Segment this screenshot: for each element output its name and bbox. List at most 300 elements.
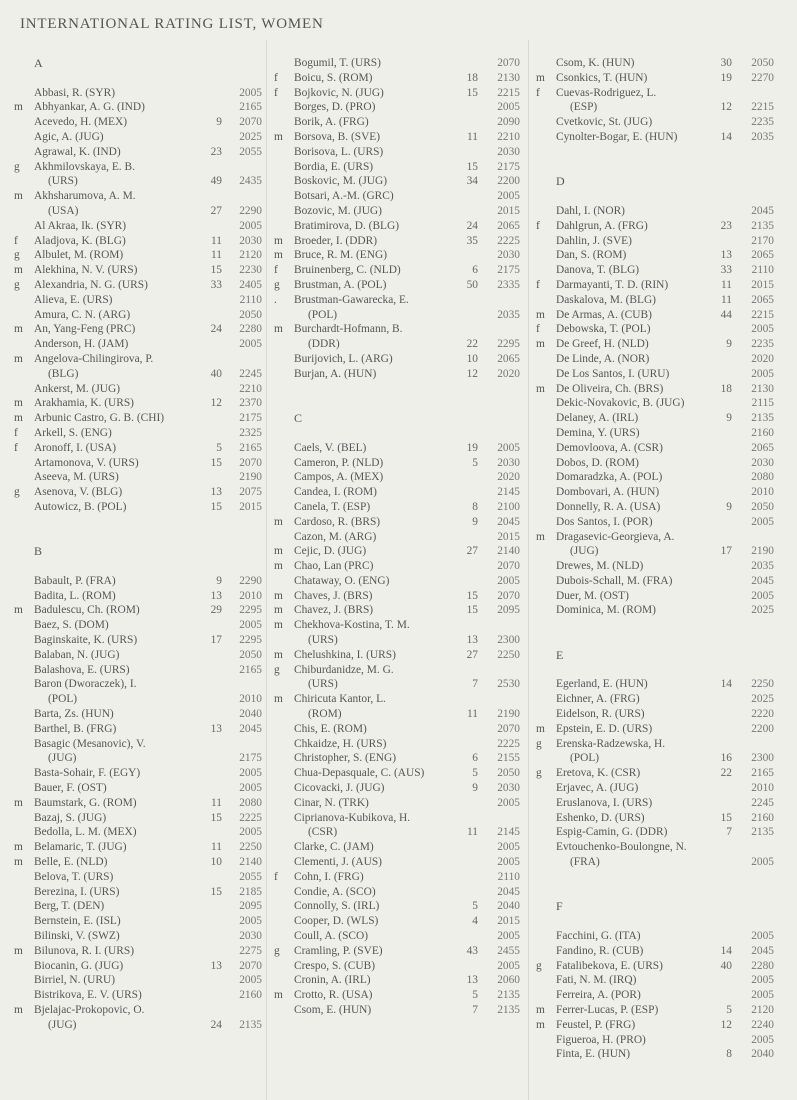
player-name: Abhyankar, A. G. (IND) bbox=[34, 101, 145, 114]
rating-value: 2005 bbox=[239, 915, 262, 928]
player-name: (URS) bbox=[308, 678, 338, 691]
player-entry bbox=[14, 308, 276, 323]
player-entry bbox=[274, 840, 536, 855]
title-code: m bbox=[274, 619, 283, 632]
player-entry bbox=[14, 100, 276, 115]
player-entry bbox=[536, 707, 786, 722]
rating-value: 2295 bbox=[239, 604, 262, 617]
player-entry bbox=[274, 322, 536, 337]
player-name: Al Akraa, Ik. (SYR) bbox=[34, 219, 127, 232]
player-name: Dan, S. (ROM) bbox=[556, 249, 627, 262]
rating-value: 2135 bbox=[751, 826, 774, 839]
player-name: Akhsharumova, A. M. bbox=[34, 190, 136, 203]
rating-value: 2015 bbox=[497, 204, 520, 217]
player-entry bbox=[274, 574, 536, 589]
games-count: 11 bbox=[721, 293, 732, 306]
rating-value: 2005 bbox=[497, 959, 520, 972]
rating-value: 2015 bbox=[497, 530, 520, 543]
player-name: Eidelson, R. (URS) bbox=[556, 708, 645, 721]
player-entry bbox=[14, 145, 276, 160]
rating-value: 2005 bbox=[239, 826, 262, 839]
title-code: m bbox=[14, 856, 23, 869]
player-entry-continuation bbox=[274, 825, 536, 840]
player-name: Arakhamia, K. (URS) bbox=[34, 397, 134, 410]
games-count: 23 bbox=[210, 145, 222, 158]
title-code: m bbox=[274, 130, 283, 143]
rating-value: 2210 bbox=[497, 130, 520, 143]
rating-value: 2135 bbox=[239, 1018, 262, 1031]
player-name: Darmayanti, T. D. (RIN) bbox=[556, 278, 669, 291]
player-entry bbox=[274, 56, 536, 71]
section-letter: F bbox=[556, 899, 563, 914]
games-count: 12 bbox=[466, 367, 478, 380]
section-letter: B bbox=[34, 544, 43, 559]
player-entry bbox=[274, 973, 536, 988]
rating-value: 2030 bbox=[497, 249, 520, 262]
games-count: 30 bbox=[720, 57, 732, 69]
player-name: Crotto, R. (USA) bbox=[294, 989, 373, 1002]
player-name: Ciprianova-Kubikova, H. bbox=[294, 811, 411, 824]
games-count: 5 bbox=[216, 441, 222, 454]
section-letter-heading bbox=[536, 174, 786, 189]
games-count: 24 bbox=[466, 219, 478, 232]
rating-value: 2075 bbox=[239, 486, 262, 499]
player-entry bbox=[536, 234, 786, 249]
games-count: 14 bbox=[720, 944, 732, 957]
spacer bbox=[274, 396, 536, 411]
title-code: g bbox=[536, 737, 542, 750]
player-entry bbox=[536, 811, 786, 826]
player-name: Belle, E. (NLD) bbox=[34, 856, 108, 869]
rating-value: 2215 bbox=[497, 86, 520, 99]
games-count: 15 bbox=[210, 456, 222, 469]
player-entry bbox=[274, 944, 536, 959]
player-entry bbox=[274, 130, 536, 145]
games-count: 14 bbox=[720, 130, 732, 143]
rating-value: 2005 bbox=[239, 219, 262, 232]
section-letter: E bbox=[556, 647, 564, 662]
title-code: f bbox=[536, 219, 540, 232]
spacer bbox=[536, 885, 786, 900]
games-count: 5 bbox=[472, 767, 478, 780]
title-code: m bbox=[536, 382, 545, 395]
player-name: De Greef, H. (NLD) bbox=[556, 338, 649, 351]
rating-value: 2175 bbox=[497, 264, 520, 277]
player-name: Cvetkovic, St. (JUG) bbox=[556, 116, 653, 129]
player-name: Bratimirova, D. (BLG) bbox=[294, 219, 400, 232]
games-count: 34 bbox=[466, 175, 478, 188]
player-name: Bjelajac-Prokopovic, O. bbox=[34, 1004, 145, 1016]
rating-value: 2175 bbox=[239, 752, 262, 765]
rating-value: 2160 bbox=[751, 426, 774, 439]
player-entry-continuation bbox=[14, 367, 276, 382]
title-code: m bbox=[14, 841, 23, 854]
games-count: 19 bbox=[720, 71, 732, 84]
rating-value: 2300 bbox=[497, 634, 520, 647]
games-count: 7 bbox=[726, 826, 732, 839]
player-entry bbox=[14, 322, 276, 337]
player-entry bbox=[274, 663, 536, 678]
rating-value: 2530 bbox=[497, 678, 520, 691]
player-entry bbox=[536, 367, 786, 382]
title-code: m bbox=[536, 308, 545, 321]
games-count: 22 bbox=[720, 767, 732, 780]
player-entry bbox=[14, 130, 276, 145]
games-count: 14 bbox=[720, 678, 732, 691]
rating-value: 2005 bbox=[751, 589, 774, 602]
rating-value: 2045 bbox=[751, 944, 774, 957]
games-count: 18 bbox=[720, 382, 732, 395]
title-code: g bbox=[274, 278, 280, 291]
player-name: (ESP) bbox=[570, 101, 598, 114]
player-entry bbox=[274, 618, 536, 633]
spacer bbox=[536, 189, 786, 204]
title-code: f bbox=[536, 278, 540, 291]
player-name: Alekhina, N. V. (URS) bbox=[34, 264, 138, 277]
player-name: Fatalibekova, E. (URS) bbox=[556, 959, 663, 972]
games-count: 11 bbox=[211, 249, 222, 262]
games-count: 22 bbox=[466, 338, 478, 351]
games-count: 13 bbox=[466, 634, 478, 647]
rating-value: 2005 bbox=[497, 796, 520, 809]
player-name: Delaney, A. (IRL) bbox=[556, 412, 639, 425]
player-entry bbox=[536, 1033, 786, 1048]
player-entry bbox=[14, 811, 276, 826]
player-entry bbox=[536, 766, 786, 781]
rating-value: 2005 bbox=[751, 974, 774, 987]
games-count: 18 bbox=[466, 71, 478, 84]
player-name: Demovloova, A. (CSR) bbox=[556, 441, 663, 454]
games-count: 5 bbox=[472, 900, 478, 913]
player-entry bbox=[14, 603, 276, 618]
ratings-column-2 bbox=[274, 56, 536, 1018]
games-count: 11 bbox=[467, 708, 478, 721]
player-entry bbox=[536, 86, 786, 101]
rating-value: 2050 bbox=[239, 648, 262, 661]
rating-value: 2005 bbox=[239, 974, 262, 987]
rating-value: 2250 bbox=[751, 678, 774, 691]
player-entry bbox=[536, 396, 786, 411]
player-entry bbox=[274, 899, 536, 914]
player-name: Dekic-Novakovic, B. (JUG) bbox=[556, 397, 685, 410]
player-entry bbox=[274, 71, 536, 86]
player-name: Birriel, N. (URU) bbox=[34, 974, 115, 987]
title-code: f bbox=[274, 264, 278, 277]
rating-value: 2005 bbox=[497, 574, 520, 587]
player-entry bbox=[274, 160, 536, 175]
rating-value: 2120 bbox=[751, 1004, 774, 1016]
player-entry bbox=[536, 411, 786, 426]
player-name: Baez, S. (DOM) bbox=[34, 619, 109, 632]
player-entry bbox=[536, 559, 786, 574]
player-name: Bogumil, T. (URS) bbox=[294, 57, 381, 69]
rating-value: 2045 bbox=[497, 885, 520, 898]
rating-value: 2020 bbox=[751, 352, 774, 365]
ratings-column-1 bbox=[14, 56, 276, 1033]
rating-value: 2070 bbox=[497, 57, 520, 69]
player-name: An, Yang-Feng (PRC) bbox=[34, 323, 136, 336]
title-code: m bbox=[14, 323, 23, 336]
player-entry bbox=[536, 988, 786, 1003]
player-entry bbox=[536, 337, 786, 352]
title-code: m bbox=[14, 944, 23, 957]
player-name: Burijovich, L. (ARG) bbox=[294, 352, 393, 365]
player-name: Ferrer-Lucas, P. (ESP) bbox=[556, 1004, 659, 1016]
player-name: Chkaidze, H. (URS) bbox=[294, 737, 387, 750]
games-count: 8 bbox=[726, 1048, 732, 1061]
rating-value: 2095 bbox=[497, 604, 520, 617]
player-entry bbox=[536, 944, 786, 959]
player-name: Artamonova, V. (URS) bbox=[34, 456, 139, 469]
rating-value: 2165 bbox=[239, 663, 262, 676]
player-name: Eruslanova, I. (URS) bbox=[556, 796, 653, 809]
player-entry bbox=[14, 988, 276, 1003]
games-count: 13 bbox=[210, 589, 222, 602]
player-entry bbox=[274, 811, 536, 826]
games-count: 43 bbox=[466, 944, 478, 957]
player-entry bbox=[274, 293, 536, 308]
player-name: Borges, D. (PRO) bbox=[294, 101, 376, 114]
player-name: Erenska-Radzewska, H. bbox=[556, 737, 666, 750]
rating-value: 2005 bbox=[239, 338, 262, 351]
player-entry bbox=[14, 485, 276, 500]
player-entry-continuation bbox=[14, 1018, 276, 1033]
title-code: m bbox=[536, 1004, 545, 1016]
games-count: 15 bbox=[466, 589, 478, 602]
player-entry bbox=[14, 293, 276, 308]
player-entry-continuation bbox=[274, 677, 536, 692]
player-entry bbox=[536, 500, 786, 515]
rating-value: 2070 bbox=[497, 722, 520, 735]
spacer bbox=[536, 663, 786, 678]
rating-value: 2065 bbox=[497, 219, 520, 232]
player-entry bbox=[14, 426, 276, 441]
spacer bbox=[14, 71, 276, 86]
rating-value: 2030 bbox=[497, 782, 520, 795]
section-letter: D bbox=[556, 174, 565, 189]
rating-value: 2335 bbox=[497, 278, 520, 291]
player-entry-continuation bbox=[274, 633, 536, 648]
player-entry bbox=[274, 248, 536, 263]
player-entry bbox=[14, 263, 276, 278]
player-name: Bordia, E. (URS) bbox=[294, 160, 374, 173]
player-entry bbox=[536, 248, 786, 263]
player-name: Feustel, P. (FRG) bbox=[556, 1018, 636, 1031]
player-entry bbox=[14, 677, 276, 692]
player-name: Dahl, I. (NOR) bbox=[556, 204, 625, 217]
player-name: (JUG) bbox=[48, 752, 77, 765]
player-name: Aladjova, K. (BLG) bbox=[34, 234, 126, 247]
rating-value: 2050 bbox=[751, 500, 774, 513]
player-entry bbox=[536, 929, 786, 944]
title-code: m bbox=[14, 604, 23, 617]
title-code: f bbox=[536, 323, 540, 336]
player-name: Cazon, M. (ARG) bbox=[294, 530, 377, 543]
player-name: De Armas, A. (CUB) bbox=[556, 308, 652, 321]
rating-value: 2045 bbox=[751, 574, 774, 587]
rating-value: 2325 bbox=[239, 426, 262, 439]
player-name: Condie, A. (SCO) bbox=[294, 885, 376, 898]
player-entry bbox=[274, 870, 536, 885]
rating-value: 2235 bbox=[751, 338, 774, 351]
games-count: 11 bbox=[467, 826, 478, 839]
player-name: Dragasevic-Georgieva, A. bbox=[556, 530, 675, 543]
rating-value: 2030 bbox=[497, 456, 520, 469]
games-count: 11 bbox=[211, 234, 222, 247]
rating-value: 2145 bbox=[497, 486, 520, 499]
player-name: Cramling, P. (SVE) bbox=[294, 944, 383, 957]
title-code: m bbox=[14, 101, 23, 114]
rating-value: 2005 bbox=[497, 101, 520, 114]
player-name: Aronoff, I. (USA) bbox=[34, 441, 117, 454]
player-entry bbox=[274, 456, 536, 471]
player-name: De Oliveira, Ch. (BRS) bbox=[556, 382, 664, 395]
player-name: Biocanin, G. (JUG) bbox=[34, 959, 124, 972]
title-code: m bbox=[14, 264, 23, 277]
player-entry bbox=[536, 278, 786, 293]
player-entry bbox=[536, 781, 786, 796]
title-code: g bbox=[14, 249, 20, 262]
player-entry-continuation bbox=[14, 751, 276, 766]
games-count: 16 bbox=[720, 752, 732, 765]
player-name: (BLG) bbox=[48, 367, 79, 380]
rating-value: 2405 bbox=[239, 278, 262, 291]
player-name: Bernstein, E. (ISL) bbox=[34, 915, 121, 928]
games-count: 8 bbox=[472, 500, 478, 513]
rating-value: 2040 bbox=[751, 1048, 774, 1061]
rating-value: 2140 bbox=[497, 545, 520, 558]
games-count: 24 bbox=[210, 1018, 222, 1031]
player-name: Babault, P. (FRA) bbox=[34, 574, 116, 587]
player-name: (URS) bbox=[308, 634, 338, 647]
player-name: Christopher, S. (ENG) bbox=[294, 752, 397, 765]
player-name: Angelova-Chilingirova, P. bbox=[34, 352, 154, 365]
title-code: m bbox=[14, 397, 23, 410]
rating-value: 2190 bbox=[497, 708, 520, 721]
spacer bbox=[274, 426, 536, 441]
player-entry bbox=[274, 929, 536, 944]
games-count: 6 bbox=[472, 752, 478, 765]
player-entry bbox=[14, 248, 276, 263]
title-code: f bbox=[14, 441, 18, 454]
player-name: Alexandria, N. G. (URS) bbox=[34, 278, 148, 291]
player-name: Berg, T. (DEN) bbox=[34, 900, 105, 913]
rating-value: 2370 bbox=[239, 397, 262, 410]
player-name: Agic, A. (JUG) bbox=[34, 130, 104, 143]
rating-value: 2040 bbox=[239, 708, 262, 721]
games-count: 12 bbox=[210, 397, 222, 410]
player-entry bbox=[14, 737, 276, 752]
player-name: Dominica, M. (ROM) bbox=[556, 604, 656, 617]
rating-value: 2080 bbox=[751, 471, 774, 484]
games-count: 33 bbox=[720, 264, 732, 277]
player-entry bbox=[14, 899, 276, 914]
games-count: 40 bbox=[720, 959, 732, 972]
player-name: Eretova, K. (CSR) bbox=[556, 767, 641, 780]
rating-value: 2455 bbox=[497, 944, 520, 957]
player-name: Alieva, E. (URS) bbox=[34, 293, 113, 306]
rating-value: 2005 bbox=[751, 989, 774, 1002]
title-code: m bbox=[536, 530, 545, 543]
player-entry bbox=[14, 574, 276, 589]
player-name: Burjan, A. (HUN) bbox=[294, 367, 377, 380]
rating-value: 2035 bbox=[751, 130, 774, 143]
player-entry bbox=[14, 973, 276, 988]
player-name: Chelushkina, I. (URS) bbox=[294, 648, 396, 661]
player-name: Chis, E. (ROM) bbox=[294, 722, 367, 735]
games-count: 9 bbox=[726, 412, 732, 425]
rating-value: 2225 bbox=[497, 737, 520, 750]
player-entry bbox=[14, 470, 276, 485]
player-entry bbox=[14, 633, 276, 648]
player-name: Chekhova-Kostina, T. M. bbox=[294, 619, 410, 632]
rating-value: 2140 bbox=[239, 856, 262, 869]
player-entry bbox=[536, 130, 786, 145]
title-code: m bbox=[14, 1004, 23, 1016]
player-entry-continuation bbox=[14, 174, 276, 189]
games-count: 27 bbox=[466, 648, 478, 661]
rating-value: 2120 bbox=[239, 249, 262, 262]
player-name: Cohn, I. (FRG) bbox=[294, 870, 364, 883]
player-name: (JUG) bbox=[48, 1018, 77, 1031]
player-entry bbox=[14, 396, 276, 411]
player-name: Debowska, T. (POL) bbox=[556, 323, 651, 336]
spacer bbox=[536, 633, 786, 648]
player-name: Donnelly, R. A. (USA) bbox=[556, 500, 661, 513]
player-entry bbox=[14, 781, 276, 796]
rating-value: 2135 bbox=[751, 219, 774, 232]
player-entry-continuation bbox=[274, 308, 536, 323]
title-code: f bbox=[536, 86, 540, 99]
player-entry bbox=[274, 722, 536, 737]
title-code: m bbox=[14, 352, 23, 365]
title-code: f bbox=[14, 426, 18, 439]
player-entry bbox=[274, 885, 536, 900]
games-count: 19 bbox=[466, 441, 478, 454]
games-count: 9 bbox=[216, 574, 222, 587]
games-count: 7 bbox=[472, 1004, 478, 1016]
rating-value: 2165 bbox=[239, 441, 262, 454]
rating-value: 2005 bbox=[751, 367, 774, 380]
player-name: Akhmilovskaya, E. B. bbox=[34, 160, 135, 173]
player-name: Badulescu, Ch. (ROM) bbox=[34, 604, 140, 617]
rating-value: 2080 bbox=[239, 796, 262, 809]
player-entry bbox=[14, 648, 276, 663]
player-entry bbox=[14, 589, 276, 604]
rating-value: 2070 bbox=[239, 116, 262, 129]
player-name: Badita, L. (ROM) bbox=[34, 589, 116, 602]
player-entry bbox=[274, 589, 536, 604]
rating-value: 2220 bbox=[751, 708, 774, 721]
player-entry bbox=[536, 322, 786, 337]
rating-value: 2225 bbox=[497, 234, 520, 247]
player-entry bbox=[14, 959, 276, 974]
title-code: m bbox=[274, 589, 283, 602]
rating-value: 2145 bbox=[497, 826, 520, 839]
rating-value: 2270 bbox=[751, 71, 774, 84]
player-entry bbox=[536, 973, 786, 988]
player-entry bbox=[536, 825, 786, 840]
title-code: f bbox=[274, 870, 278, 883]
title-code: m bbox=[536, 71, 545, 84]
player-entry bbox=[274, 914, 536, 929]
rating-value: 2070 bbox=[239, 456, 262, 469]
rating-value: 2065 bbox=[751, 249, 774, 262]
title-code: m bbox=[274, 648, 283, 661]
games-count: 35 bbox=[466, 234, 478, 247]
player-entry bbox=[14, 914, 276, 929]
section-letter-heading bbox=[536, 899, 786, 914]
